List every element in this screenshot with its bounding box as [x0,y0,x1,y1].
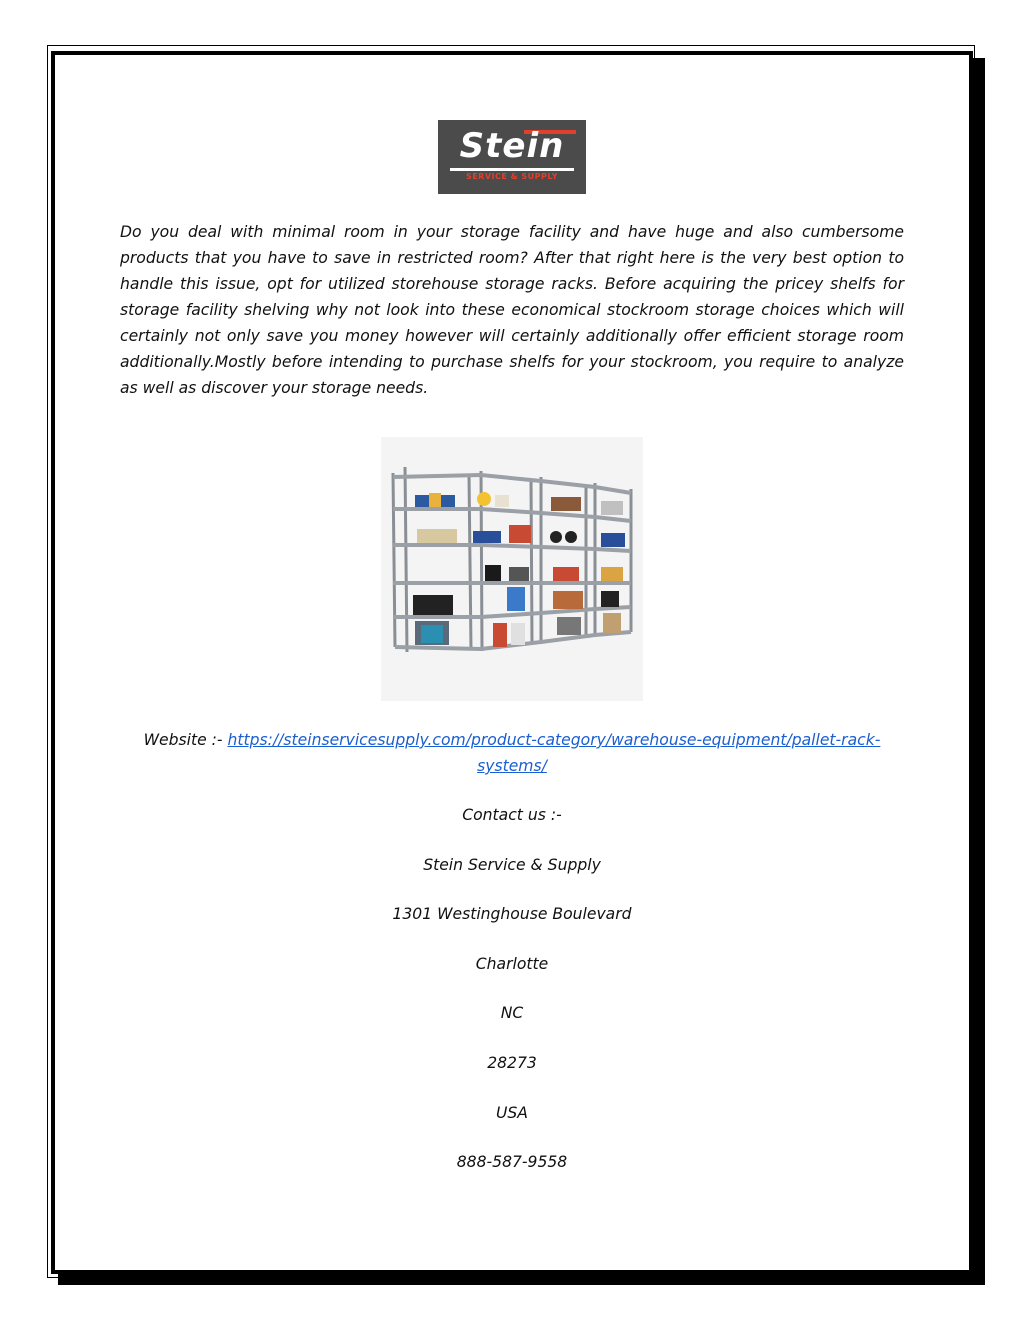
contact-heading: Contact us :- [462,806,562,824]
website-label: Website :- [143,731,228,749]
company-name: Stein Service & Supply [423,855,601,874]
zip-code: 28273 [487,1053,537,1072]
contact-block [120,802,904,1175]
logo-wordmark: Stein [459,126,565,166]
stein-logo [438,120,586,194]
website-link[interactable]: https://steinservicesupply.com/product-category/warehouse-equipment/pallet-rack-systems/ [227,731,881,775]
website-line [120,727,904,779]
logo-tagline: SERVICE & SUPPLY [465,172,559,181]
phone-number: 888-587-9558 [456,1153,568,1172]
logo-divider [450,168,574,171]
intro-paragraph: Do you deal with minimal room in your storage facility and have huge and also cumbersome products that you have to save in restricted room? After that right here is the very best option to handle this issue, opt for utilized storehouse storage racks. Before acquiring the pricey shelfs for storage facility shelving why not look into these economical stockroom storage choices which will certainly not only save you money however will certainly additionally offer efficient storage room additionally.Mostly before intending to purchase shelfs for your stockroom, you require to analyze as well as discover your storage needs. [120,223,904,397]
storage-shelving-photo [381,437,643,701]
country: USA [496,1103,528,1122]
street-address: 1301 Westinghouse Boulevard [392,905,632,924]
state: NC [500,1004,524,1023]
city: Charlotte [475,954,549,973]
page-content [120,118,904,1175]
